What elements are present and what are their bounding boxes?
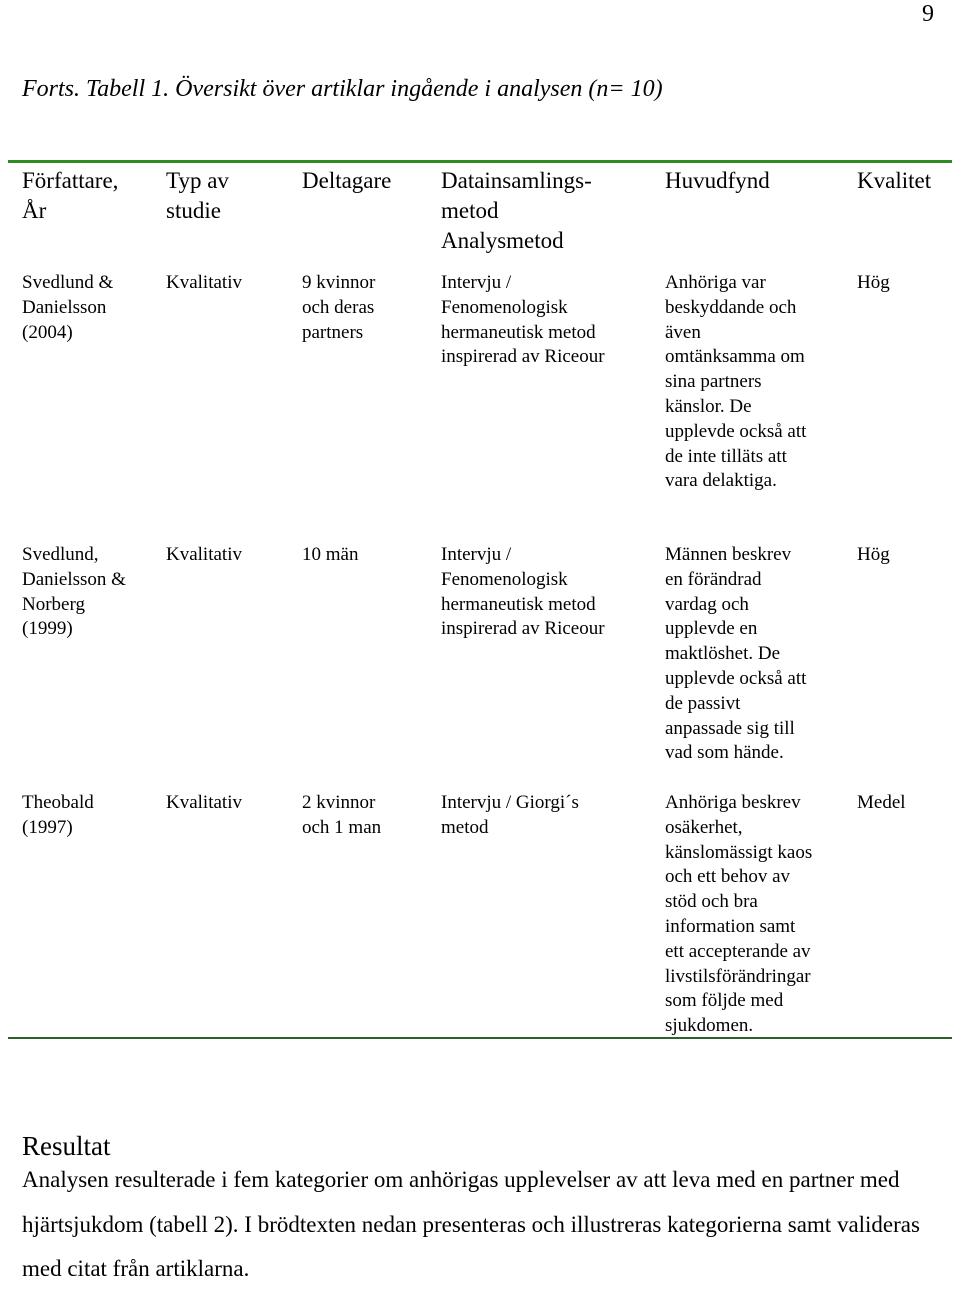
- header-main-findings: Huvudfynd: [665, 168, 770, 193]
- section-title: Resultat: [22, 1131, 111, 1161]
- row2-quality: Hög: [857, 544, 890, 565]
- header-author-year: Författare, År: [22, 168, 119, 223]
- row2-findings: Männen beskrev en förändrad vardag och upplevde en maktlöshet. De upplevde också att de passivt anpassade sig till vad som hände.: [665, 544, 807, 764]
- row1-author: Svedlund & Danielsson (2004): [22, 272, 114, 343]
- row1-method: Intervju / Fenomenologisk hermaneutisk metod inspirerad av Riceour: [441, 272, 605, 368]
- row3-quality: Medel: [857, 792, 906, 813]
- row1-findings: Anhöriga var beskyddande och även omtänksamma om sina partners känslor. De upplevde också att de inte tilläts att vara delaktiga.: [665, 272, 807, 492]
- body-paragraph: Analysen resulterade i fem kategorier om anhörigas upplevelser av att leva med en partner med hjärtsjukdom (tabell 2). I brödtexten nedan presenteras och illustreras kategorierna samt valideras med citat från artiklarna.: [22, 1167, 920, 1281]
- row3-type: Kvalitativ: [166, 792, 242, 813]
- row2-type: Kvalitativ: [166, 544, 242, 565]
- row3-participants: 2 kvinnor och 1 man: [302, 792, 382, 838]
- header-study-type: Typ av studie: [166, 168, 229, 223]
- row1-quality: Hög: [857, 272, 890, 293]
- header-participants: Deltagare: [302, 168, 392, 193]
- table-bottom-rule: [8, 1037, 952, 1039]
- header-method: Datainsamlings- metod Analysmetod: [441, 168, 592, 253]
- table-caption: Forts. Tabell 1. Översikt över artiklar ingående i analysen (n= 10): [22, 76, 663, 102]
- row2-author: Svedlund, Danielsson & Norberg (1999): [22, 544, 126, 640]
- row1-type: Kvalitativ: [166, 272, 242, 293]
- header-quality: Kvalitet: [857, 168, 932, 193]
- row3-findings: Anhöriga beskrev osäkerhet, känslomässigt kaos och ett behov av stöd och bra information samt ett accepterande av livstilsförändringar som följde med sjukdomen.: [665, 792, 813, 1037]
- row1-participants: 9 kvinnor och deras partners: [302, 272, 376, 343]
- table-top-rule: [8, 160, 952, 163]
- row3-author: Theobald (1997): [22, 792, 94, 838]
- row3-method: Intervju / Giorgi´s metod: [441, 792, 579, 838]
- row2-participants: 10 män: [302, 544, 359, 565]
- row2-method: Intervju / Fenomenologisk hermaneutisk metod inspirerad av Riceour: [441, 544, 605, 640]
- page-number: 9: [922, 1, 934, 27]
